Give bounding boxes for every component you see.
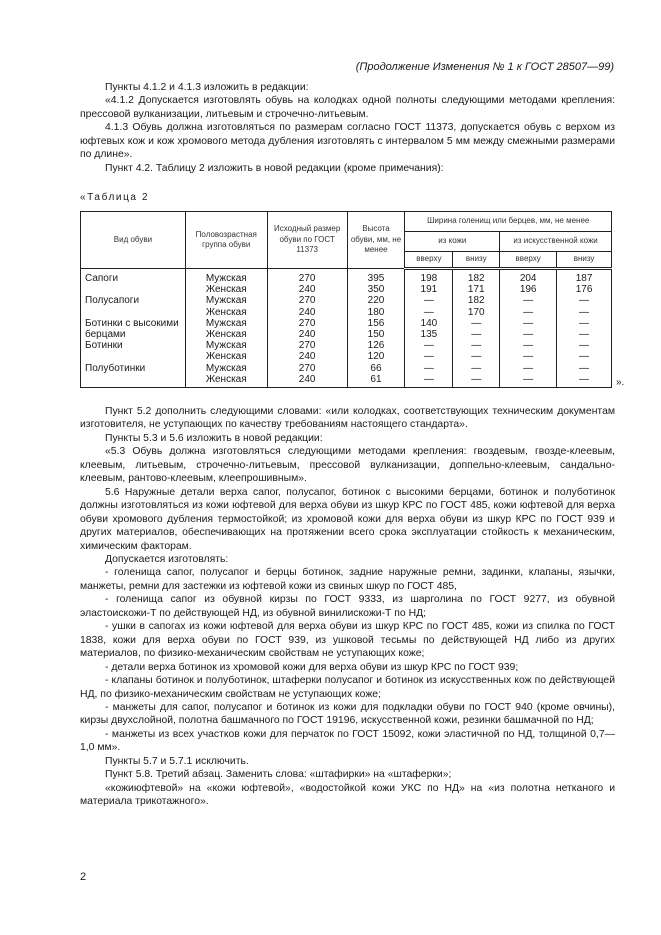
header-leather: из кожи (405, 232, 500, 252)
cell-bottom-artificial: 176 (557, 284, 612, 295)
cell-top-artificial: 196 (500, 284, 557, 295)
paragraph: «4.1.2 Допускается изготовлять обувь на колодках одной полноты следующими методами крепления: прессовой вулканизации, литьевым и строчечно-литьевым. (80, 95, 615, 120)
paragraph: 4.1.3 Обувь должна изготовляться по размерам согласно ГОСТ 11373, допускается обувь с верхом из юфтевых кож и кож хромового метода дубления изготовлять с интервалом 5 мм между смежными размерами по длине». (80, 122, 615, 161)
cell-top-leather: — (405, 363, 453, 374)
table-row (81, 284, 612, 295)
cell-group: Женская (185, 374, 267, 388)
cell-size: 270 (267, 318, 347, 329)
cell-top-leather: — (405, 351, 453, 362)
cell-group: Мужская (185, 318, 267, 329)
cell-bottom-leather: 171 (453, 284, 500, 295)
cell-top-artificial: — (500, 295, 557, 306)
cell-height: 66 (347, 363, 405, 374)
cell-bottom-artificial: — (557, 363, 612, 374)
cell-top-artificial: — (500, 351, 557, 362)
cell-height: 180 (347, 307, 405, 318)
cell-type (81, 374, 186, 388)
paragraph: - голенища сапог из обувной кирзы по ГОСТ 9333, из шарголина по ГОСТ 9277, из обувной эластоискожи-Т по действующей НД, из обувной винилискожи-Т по НД; (80, 594, 615, 619)
cell-bottom-leather: — (453, 351, 500, 362)
cell-bottom-artificial: 187 (557, 269, 612, 285)
cell-bottom-artificial: — (557, 295, 612, 306)
cell-group: Женская (185, 284, 267, 295)
cell-top-artificial: — (500, 307, 557, 318)
cell-type: берцами (81, 329, 186, 340)
cell-size: 240 (267, 329, 347, 340)
cell-height: 220 (347, 295, 405, 306)
table-row (81, 351, 612, 362)
cell-height: 120 (347, 351, 405, 362)
cell-top-leather: — (405, 374, 453, 388)
header-group: Половозрастная группа обуви (185, 212, 267, 269)
cell-top-leather: 140 (405, 318, 453, 329)
cell-size: 270 (267, 269, 347, 285)
document-header: (Продолжение Изменения № 1 к ГОСТ 28507—99) (355, 61, 614, 73)
cell-height: 126 (347, 340, 405, 351)
table-row (81, 295, 612, 306)
cell-bottom-leather: — (453, 374, 500, 388)
paragraph: - манжеты для сапог, полусапог и ботинок из кожи для подкладки обуви по ГОСТ 940 (кроме овчины), кирзы двухслойной, полотна башмачного по ГОСТ 19196, искусственной кожи, резинки башмачной по НД; (80, 701, 615, 727)
cell-group: Мужская (185, 363, 267, 374)
header-top-artificial: вверху (500, 252, 557, 269)
paragraph: Пункт 4.2. Таблицу 2 изложить в новой редакции (кроме примечания): (105, 162, 444, 174)
cell-top-artificial: — (500, 374, 557, 388)
cell-bottom-artificial: — (557, 307, 612, 318)
paragraph: «5.3 Обувь должна изготовляться следующими методами крепления: гвоздевым, гвозде-клеевым, клеевым, литьевым, строчечно-литьевым, прессовой вулканизации, доппельно-клеевым, сандально-клеевым, рантово-клеевым, клеепрошивным». (80, 446, 615, 485)
paragraph: Пункт 5.2 дополнить следующими словами: «или колодках, соответствующих техническим документам изготовителя, не уступающих по качеству требованиям настоящего стандарта». (80, 406, 615, 431)
paragraph: Пункт 5.8. Третий абзац. Заменить слова: «штафирки» на «штаферки»; (105, 769, 452, 781)
table-2 (80, 211, 612, 388)
paragraph: Пункты 5.3 и 5.6 изложить в новой редакции: (105, 432, 323, 444)
table-row (81, 307, 612, 318)
cell-height: 156 (347, 318, 405, 329)
header-top-leather: вверху (405, 252, 453, 269)
cell-type: Ботинки с высокими (81, 318, 186, 329)
cell-bottom-leather: — (453, 329, 500, 340)
cell-size: 240 (267, 307, 347, 318)
cell-bottom-leather: 170 (453, 307, 500, 318)
cell-top-artificial: — (500, 363, 557, 374)
paragraph: Допускается изготовлять: (105, 553, 229, 565)
table-row (81, 329, 612, 340)
paragraph: 5.6 Наружные детали верха сапог, полусапог, ботинок с высокими берцами, ботинок и полуботинок должны изготовляться из кожи юфтевой для верха обуви из шкур КРС по ГОСТ 485, кожи юфтевой для верха обуви хромового дубления термостойкой; из хромовой кожи для верха обуви из шкур КРС по ГОСТ 939 и других материалов, обеспечивающих на протяжении всего срока эксплуатации стойкость к механическим, химическим факторам. (80, 486, 615, 552)
header-width: Ширина голенищ или берцев, мм, не менее (405, 212, 612, 232)
table-row (81, 340, 612, 351)
cell-type (81, 307, 186, 318)
table-caption: «Таблица 2 (80, 192, 150, 203)
table-row (81, 374, 612, 388)
cell-height: 350 (347, 284, 405, 295)
paragraph: - клапаны ботинок и полуботинок, штаферки полусапог и ботинок из искусственных кож по действующей НД, по физико-механическим свойствам не уступающих коже; (80, 675, 615, 700)
cell-top-artificial: — (500, 329, 557, 340)
cell-top-leather: — (405, 307, 453, 318)
cell-size: 270 (267, 340, 347, 351)
cell-group: Женская (185, 329, 267, 340)
cell-bottom-artificial: — (557, 329, 612, 340)
cell-bottom-artificial: — (557, 374, 612, 388)
paragraph: - детали верха ботинок из хромовой кожи для верха обуви из шкур КРС по ГОСТ 939; (105, 661, 519, 673)
cell-type: Сапоги (81, 269, 186, 285)
cell-size: 240 (267, 374, 347, 388)
cell-group: Мужская (185, 340, 267, 351)
cell-bottom-leather: — (453, 318, 500, 329)
cell-type (81, 284, 186, 295)
header-bottom-artificial: внизу (557, 252, 612, 269)
cell-group: Женская (185, 351, 267, 362)
cell-group: Женская (185, 307, 267, 318)
paragraph: «кожиюфтевой» на «кожи юфтевой», «водостойкой кожи УКС по НД» на «из полотна нетканого и материала трикотажного». (80, 782, 615, 808)
cell-type: Ботинки (81, 340, 186, 351)
cell-height: 150 (347, 329, 405, 340)
cell-type: Полусапоги (81, 295, 186, 306)
cell-top-artificial: — (500, 318, 557, 329)
header-size: Исходный размер обуви по ГОСТ 11373 (267, 212, 347, 269)
cell-bottom-artificial: — (557, 340, 612, 351)
paragraph: - ушки в сапогах из кожи юфтевой для верха обуви из шкур КРС по ГОСТ 485, кожи из спилка по ГОСТ 1838, кожи для верха обуви по ГОСТ 939, из ушковой тесьмы по действующей НД либо из других материалов, по физико-механическим свойствам не уступающих коже; (80, 621, 615, 660)
header-type: Вид обуви (81, 212, 186, 269)
cell-size: 270 (267, 363, 347, 374)
cell-type (81, 351, 186, 362)
cell-top-leather: — (405, 295, 453, 306)
paragraph: Пункты 4.1.2 и 4.1.3 изложить в редакции: (105, 82, 309, 93)
cell-bottom-artificial: — (557, 351, 612, 362)
table-row (81, 318, 612, 329)
cell-bottom-leather: 182 (453, 295, 500, 306)
cell-height: 395 (347, 269, 405, 285)
table-row (81, 269, 612, 285)
cell-top-leather: 198 (405, 269, 453, 285)
cell-size: 240 (267, 351, 347, 362)
cell-top-artificial: — (500, 340, 557, 351)
cell-group: Мужская (185, 269, 267, 285)
cell-top-leather: 135 (405, 329, 453, 340)
paragraph: - голенища сапог, полусапог и берцы ботинок, задние наружные ремни, задинки, клапаны, язычки, манжеты, ремни для застежки из юфтевой кожи из свиных шкур по ГОСТ 485, (80, 567, 615, 592)
header-artificial: из искусственной кожи (500, 232, 612, 252)
cell-group: Мужская (185, 295, 267, 306)
section-amendments-4 (80, 81, 615, 175)
cell-type: Полуботинки (81, 363, 186, 374)
paragraph: - манжеты из всех участков кожи для перчаток по ГОСТ 15092, кожи эластичной по НД, толщиной 0,7—1,0 мм». (80, 728, 615, 754)
cell-bottom-leather: 182 (453, 269, 500, 285)
cell-bottom-leather: — (453, 340, 500, 351)
header-bottom-leather: внизу (453, 252, 500, 269)
cell-bottom-artificial: — (557, 318, 612, 329)
cell-top-leather: — (405, 340, 453, 351)
cell-height: 61 (347, 374, 405, 388)
cell-top-leather: 191 (405, 284, 453, 295)
cell-size: 270 (267, 295, 347, 306)
table-end-mark: ». (616, 377, 625, 388)
cell-size: 240 (267, 284, 347, 295)
header-height: Высота обуви, мм, не менее (347, 212, 405, 269)
page-number: 2 (80, 871, 87, 883)
paragraph: Пункты 5.7 и 5.7.1 исключить. (105, 755, 249, 767)
section-amendments-5 (80, 405, 615, 809)
cell-bottom-leather: — (453, 363, 500, 374)
table-row (81, 363, 612, 374)
cell-top-artificial: 204 (500, 269, 557, 285)
